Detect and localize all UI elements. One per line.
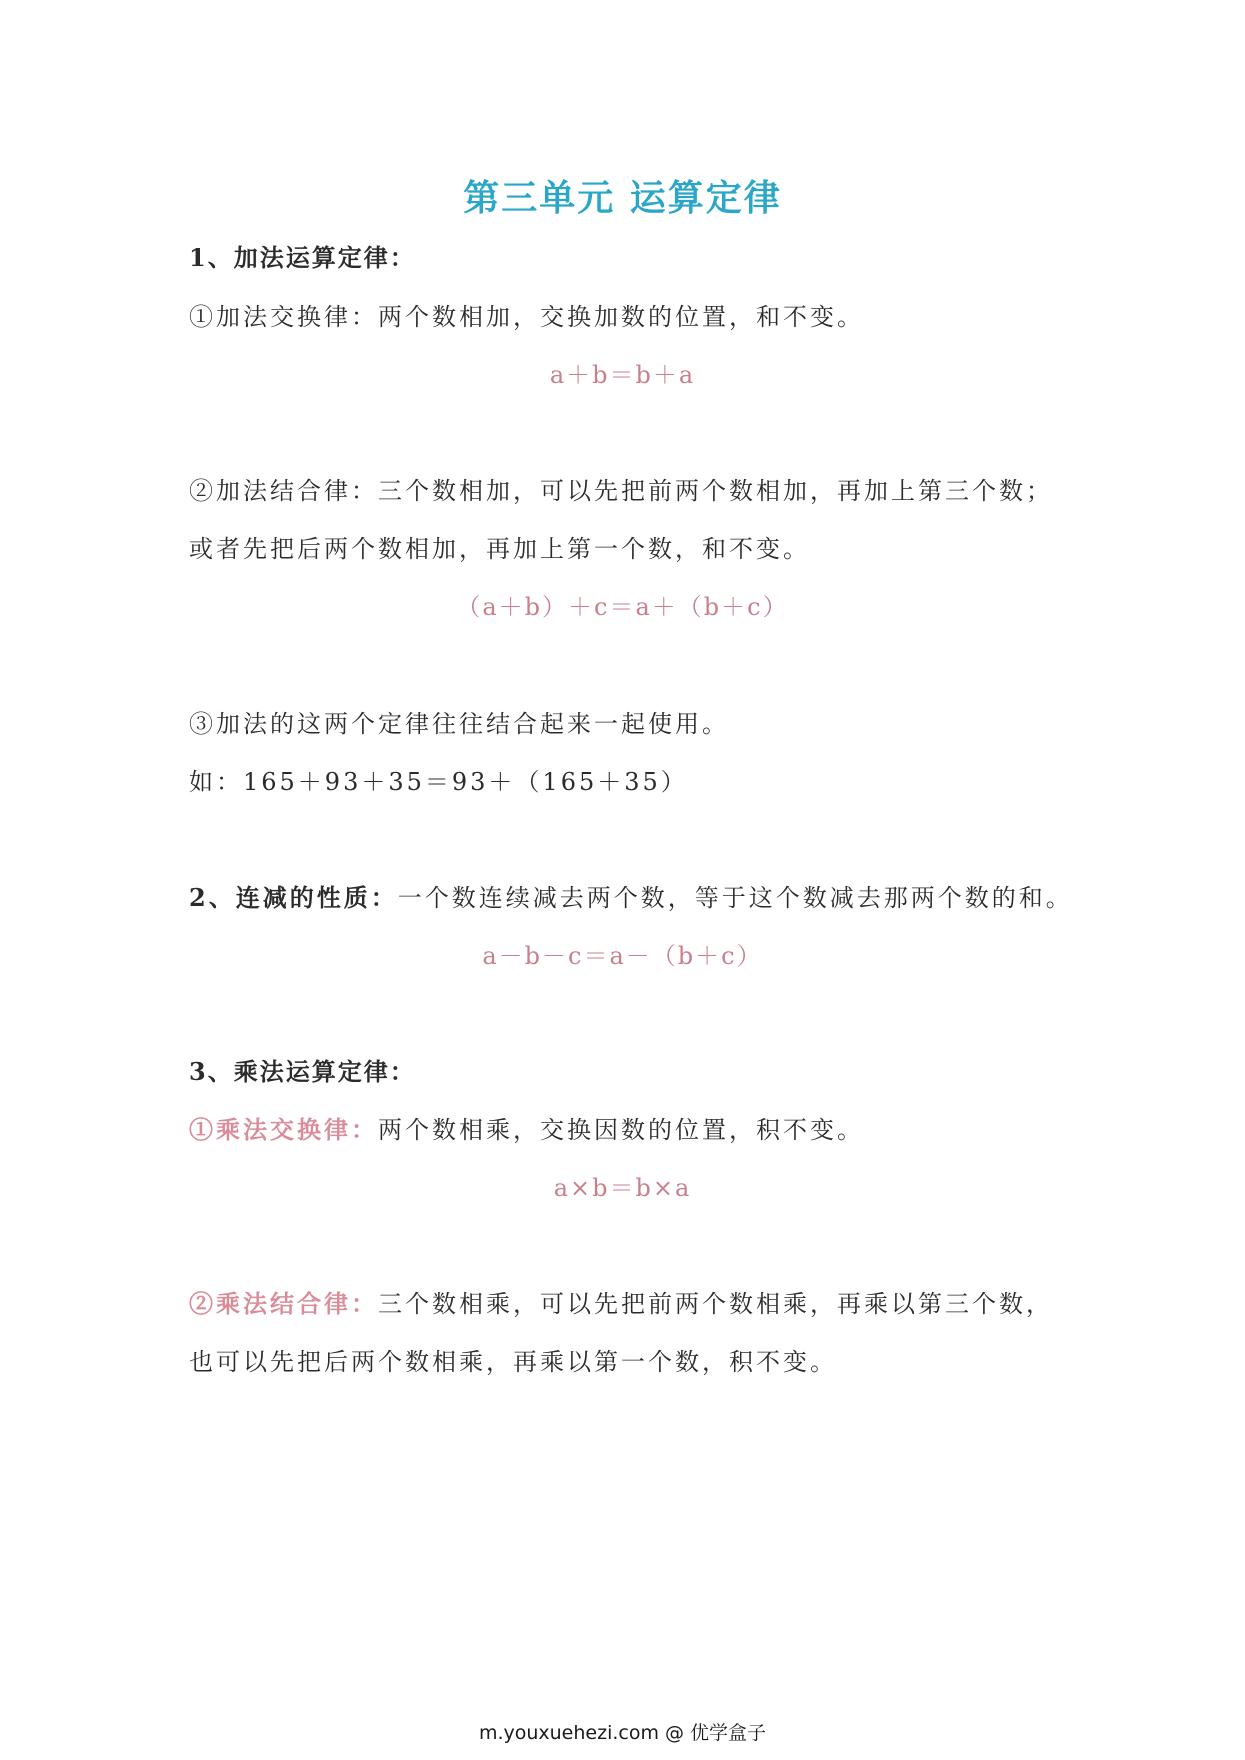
section2-heading: 2、连减的性质： [189,883,398,912]
multiplication-associative-law-line1 [189,1287,1089,1321]
multiplication-associative-text: 三个数相乘，可以先把前两个数相乘，再乘以第三个数， [378,1290,1053,1318]
section2-text: 一个数连续减去两个数，等于这个数减去那两个数的和。 [397,884,1073,912]
section2-line [189,881,1089,915]
footer-watermark: m.youxuehezi.com @ 优学盒子 [478,1722,767,1744]
multiplication-associative-law-line2: 也可以先把后两个数相乘，再乘以第一个数，积不变。 [189,1348,837,1376]
section3-heading: 3、乘法运算定律： [189,1057,416,1086]
page-title: 第三单元 运算定律 [463,178,782,219]
multiplication-associative-label: ②乘法结合律： [189,1289,378,1318]
addition-associative-law-line1: ②加法结合律：三个数相加，可以先把前两个数相加，再加上第三个数； [189,477,1053,505]
addition-associative-formula: （a＋b）＋c＝a＋（b＋c） [456,593,789,621]
addition-commutative-law: ①加法交换律：两个数相加，交换加数的位置，和不变。 [189,303,864,331]
addition-example: 如：165＋93＋35＝93＋（165＋35） [189,768,688,796]
multiplication-commutative-formula: a×b＝b×a [553,1174,692,1202]
multiplication-commutative-label: ①乘法交换律： [189,1115,378,1144]
multiplication-commutative-law [189,1113,1089,1147]
addition-combined-note: ③加法的这两个定律往往结合起来一起使用。 [189,710,729,738]
section1-heading: 1、加法运算定律： [189,243,416,272]
consecutive-subtraction-formula: a－b－c＝a－（b＋c） [482,942,763,970]
addition-associative-law-line2: 或者先把后两个数相加，再加上第一个数，和不变。 [189,535,810,563]
multiplication-commutative-text: 两个数相乘，交换因数的位置，积不变。 [378,1116,864,1144]
addition-commutative-formula: a＋b＝b＋a [549,361,696,389]
